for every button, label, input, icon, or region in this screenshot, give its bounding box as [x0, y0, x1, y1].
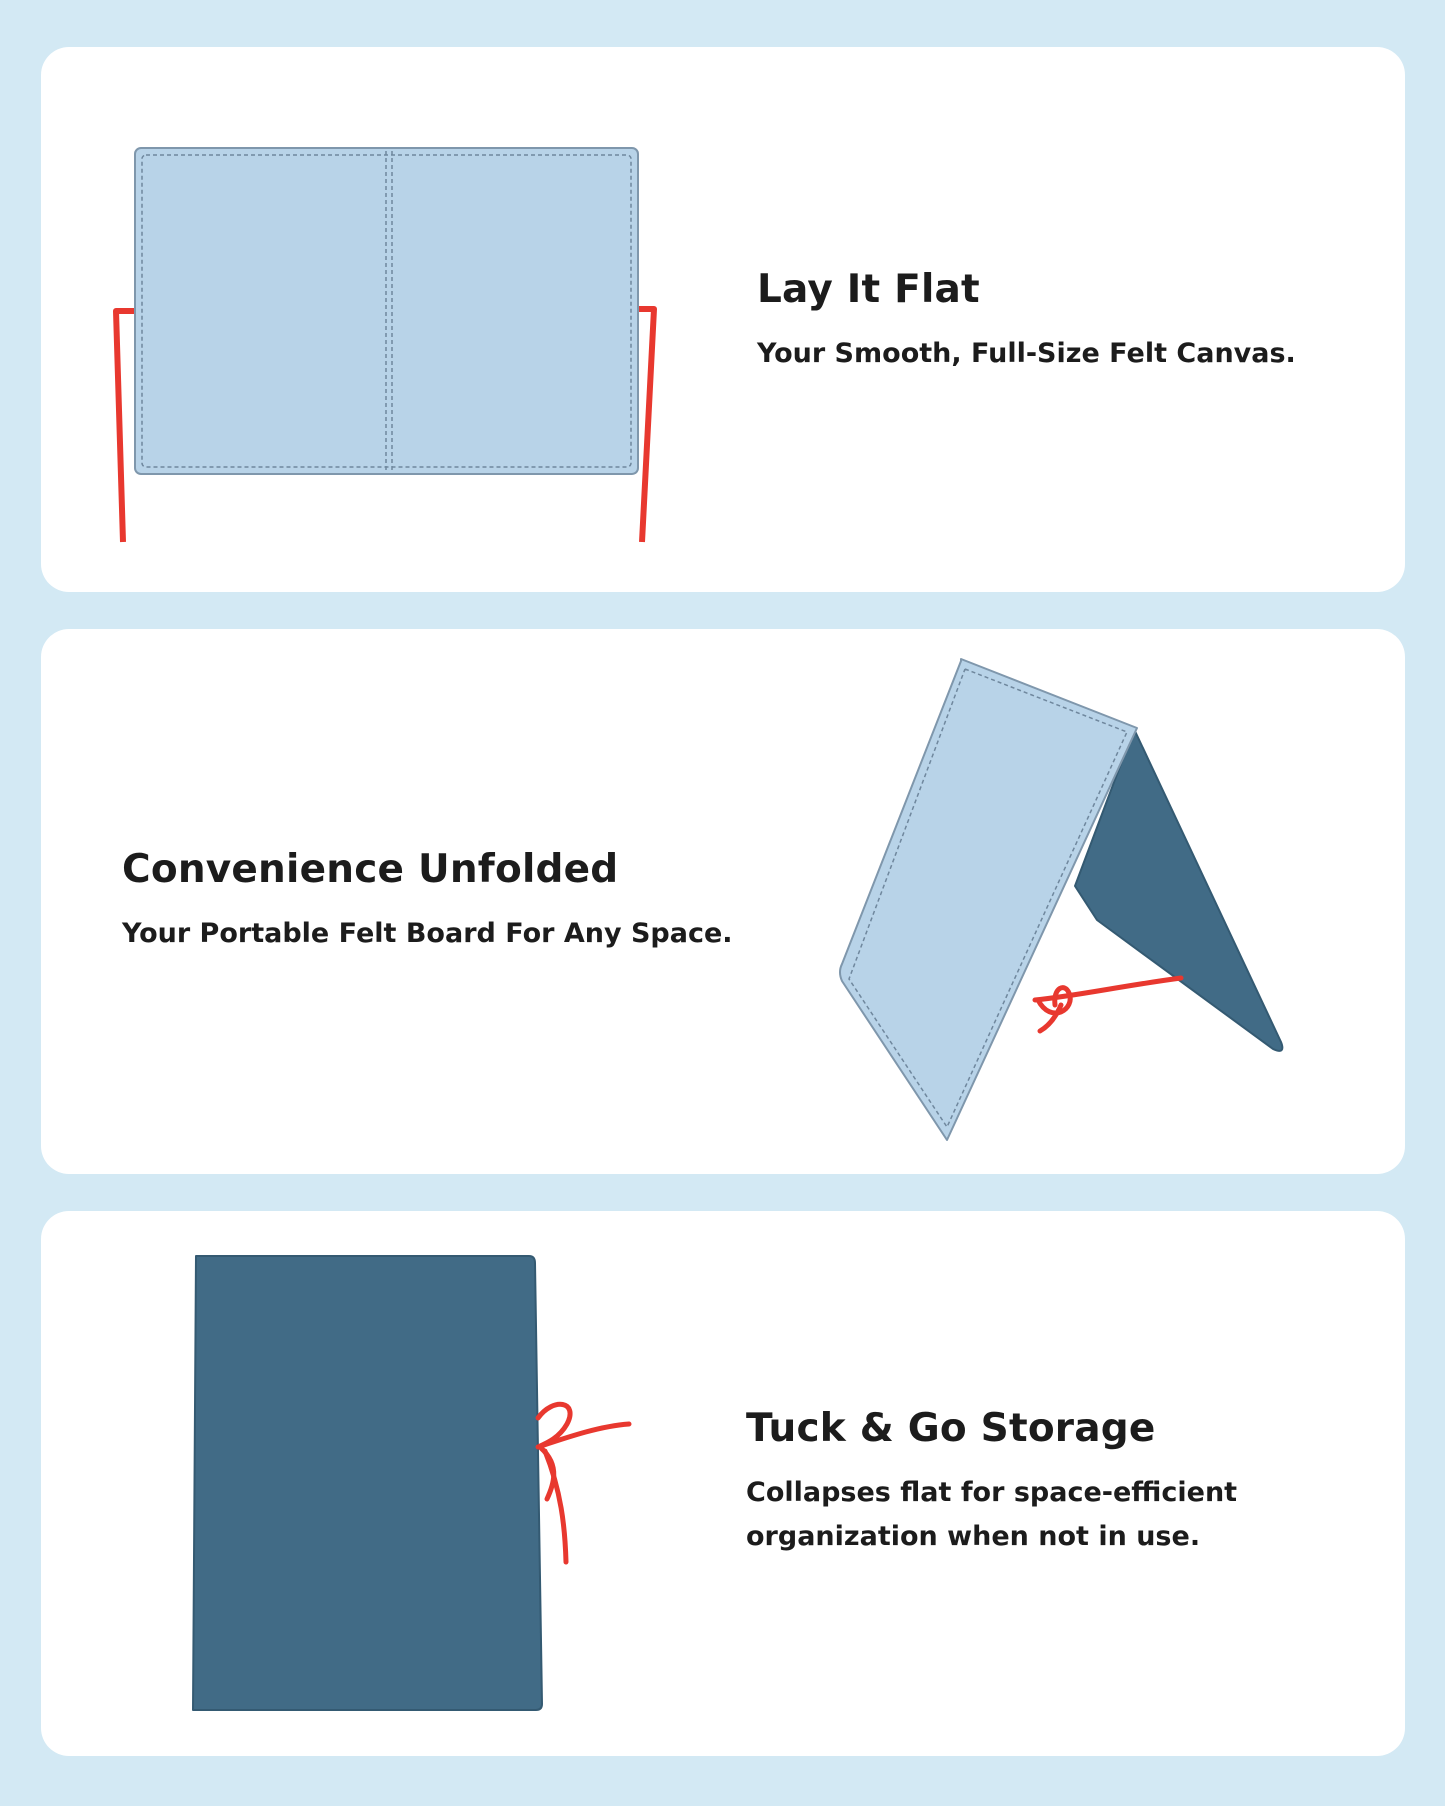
- left-ribbon: [116, 311, 135, 542]
- folded-board-body: [193, 1256, 542, 1710]
- feature-card-lay-flat: [41, 47, 1405, 592]
- card-heading: Tuck & Go Storage: [746, 1406, 1156, 1451]
- feature-card-convenience: [41, 629, 1405, 1174]
- card-heading: Lay It Flat: [757, 267, 980, 312]
- card-subtext: Your Smooth, Full-Size Felt Canvas.: [757, 338, 1296, 369]
- feature-card-tuck-go: [41, 1211, 1405, 1756]
- right-ribbon: [638, 309, 654, 542]
- card-subtext: Your Portable Felt Board For Any Space.: [122, 918, 733, 949]
- card-heading: Convenience Unfolded: [122, 847, 619, 892]
- card-subtext: Collapses flat for space-efficient organization when not in use.: [746, 1477, 1238, 1552]
